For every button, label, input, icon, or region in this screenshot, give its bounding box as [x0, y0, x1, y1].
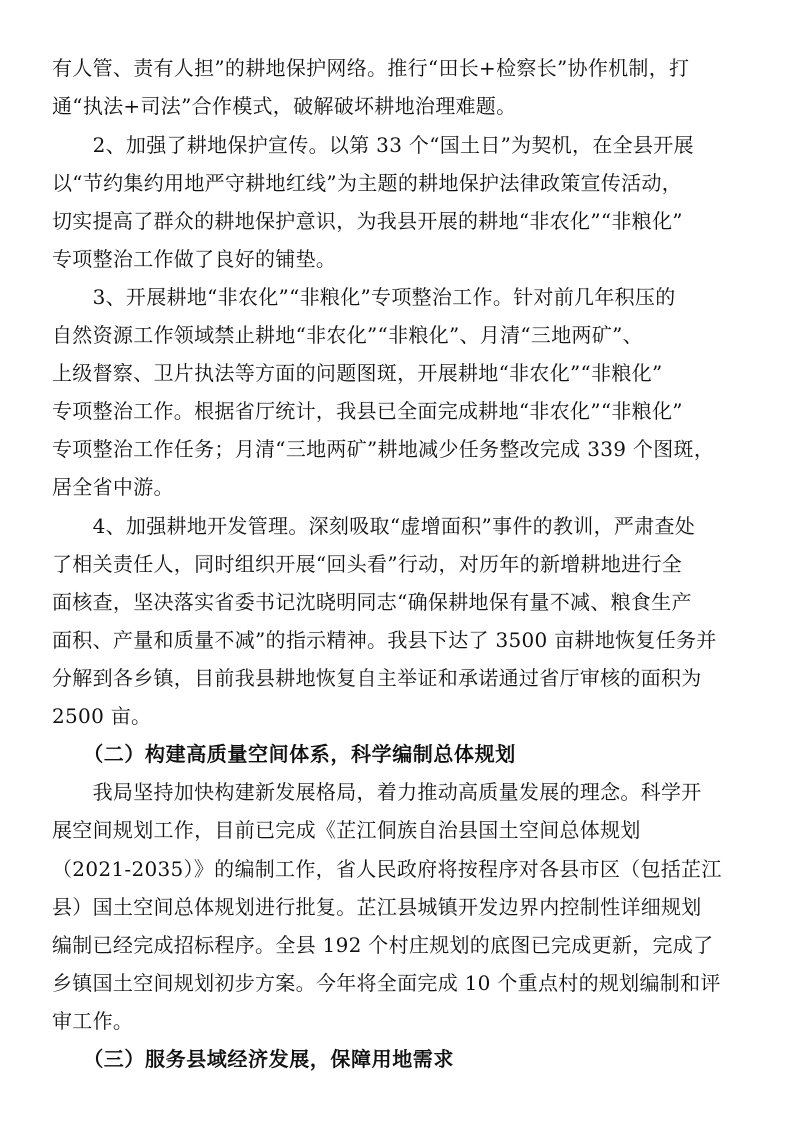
body-line: 专项整治工作任务；月清“三地两矿”耕地减少任务整改完成 339 个图斑， — [52, 437, 715, 461]
body-line: 了相关责任人，同时组织开展“回头看”行动，对历年的新增耕地进行全 — [52, 552, 683, 576]
body-line: 分解到各乡镇，目前我县耕地恢复自主举证和承诺通过省厅审核的面积为 — [52, 666, 702, 690]
body-line: （2021-2035）》的编制工作，省人民政府将按程序对各县市区（包括芷江 — [52, 857, 722, 881]
section-heading: （三）服务县域经济发展，保障用地需求 — [52, 1047, 454, 1071]
body-line: 乡镇国土空间规划初步方案。今年将全面完成 10 个重点村的规划编制和评 — [52, 971, 721, 995]
body-line: 审工作。 — [52, 1009, 134, 1033]
body-line: 切实提高了群众的耕地保护意识，为我县开展的耕地“非农化”“非粮化” — [52, 209, 683, 233]
body-line: 面积、产量和质量不减”的指示精神。我县下达了 3500 亩耕地恢复任务并 — [52, 628, 717, 652]
paragraph-first-line: 我局坚持加快构建新发展格局，着力推动高质量发展的理念。科学开 — [52, 780, 702, 804]
section-heading: （二）构建高质量空间体系，科学编制总体规划 — [52, 742, 516, 766]
body-line: 居全省中游。 — [52, 475, 174, 499]
body-line: 有人管、责有人担”的耕地保护网络。推行“田长+检察长”协作机制，打 — [52, 56, 690, 80]
body-line: 专项整治工作做了良好的铺垫。 — [52, 247, 337, 271]
body-line: 自然资源工作领域禁止耕地“非农化”“非粮化”、月清“三地两矿”、 — [52, 323, 643, 347]
paragraph-first-line: 4、加强耕地开发管理。深刻吸取“虚增面积”事件的教训，严肃查处 — [52, 514, 696, 538]
body-line: 通“执法+司法”合作模式，破解破坏耕地治理难题。 — [52, 94, 517, 118]
body-line: 以“节约集约用地严守耕地红线”为主题的耕地保护法律政策宣传活动， — [52, 171, 683, 195]
body-line: 2500 亩。 — [52, 704, 152, 728]
body-line: 编制已经完成招标程序。全县 192 个村庄规划的底图已完成更新，完成了 — [52, 933, 714, 957]
paragraph-first-line: 2、加强了耕地保护宣传。以第 33 个“国土日”为契机，在全县开展 — [52, 133, 694, 157]
body-line: 上级督察、卫片执法等方面的问题图斑，开展耕地“非农化”“非粮化” — [52, 361, 663, 385]
body-line: 专项整治工作。根据省厅统计，我县已全面完成耕地“非农化”“非粮化” — [52, 399, 683, 423]
body-line: 县）国土空间总体规划进行批复。芷江县城镇开发边界内控制性详细规划 — [52, 895, 702, 919]
paragraph-first-line: 3、开展耕地“非农化”“非粮化”专项整治工作。针对前几年积压的 — [52, 285, 676, 309]
body-line: 展空间规划工作，目前已完成《芷江侗族自治县国土空间总体规划 — [52, 818, 641, 842]
body-line: 面核查，坚决落实省委书记沈晓明同志“确保耕地保有量不减、粮食生产 — [52, 590, 692, 614]
